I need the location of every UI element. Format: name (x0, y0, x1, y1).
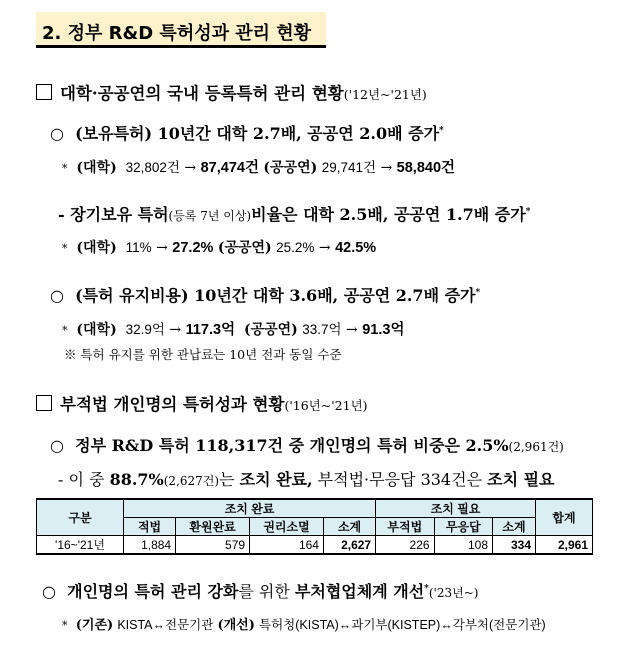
arrow-right-icon: → (318, 240, 331, 256)
table-subheader: 무응답 (434, 518, 492, 536)
table-header-done: 조치 완료 (124, 499, 376, 518)
table-header-total: 합계 (536, 499, 593, 536)
detail-collaboration: * (기존) KISTA↔전문기관 (개선) 특허청(KISTA)↔과기부(KISTEP)↔각부처(전문기관) (62, 618, 546, 633)
table-cell: 226 (376, 536, 434, 555)
bullet-maintenance-cost: ○ (특허 유지비용) 10년간 대학 3.6배, 공공연 2.7배 증가* (50, 286, 481, 305)
table-subheader: 부적법 (376, 518, 434, 536)
section-2-heading: 부적법 개인명의 특허성과 현황('16년~'21년) (36, 391, 368, 415)
table-cell: 164 (250, 536, 324, 555)
bullet-individual-ratio: ○ 정부 R&D 특허 118,317건 중 개인명의 특허 비중은 2.5%(2,961건) (50, 436, 564, 455)
table-cell: 2,961 (536, 536, 593, 555)
table-subheader: 소계 (323, 518, 375, 536)
circle-bullet-icon: ○ (50, 286, 64, 305)
table-cell: 1,884 (124, 536, 176, 555)
arrow-right-icon: → (380, 160, 393, 176)
detail-retained-patents: * (대학) 32,802건 → 87,474건 (공공연) 29,741건 → 58,840건 (62, 160, 456, 176)
footnote-fee: ※ 특허 유지를 위한 관납료는 10년 전과 동일 수준 (64, 347, 342, 362)
circle-bullet-icon: ○ (42, 582, 56, 601)
table-header-need: 조치 필요 (376, 499, 536, 518)
arrow-right-icon: → (184, 160, 197, 176)
bullet-action-status: - 이 중 88.7%(2,627건)는 조치 완료, 부적법·무응답 334건은 조치 필요 (58, 470, 555, 489)
table-cell: 2,627 (323, 536, 375, 555)
status-table (36, 498, 593, 555)
table-subheader: 환원완료 (176, 518, 250, 536)
bullet-long-held-patents: - 장기보유 특허(등록 7년 이상)비율은 대학 2.5배, 공공연 1.7배 증가* (58, 205, 531, 224)
detail-long-held-patents: * (대학) 11% → 27.2% (공공연) 25.2% → 42.5% (62, 240, 377, 256)
bullet-collaboration: ○ 개인명의 특허 관리 강화를 위한 부처협업체계 개선*('23년~) (42, 582, 479, 601)
arrow-right-icon: → (156, 240, 168, 256)
arrow-right-icon: → (169, 322, 182, 338)
square-bullet-icon (36, 84, 52, 100)
table-subheader: 적법 (124, 518, 176, 536)
table-header-gubun: 구분 (37, 499, 124, 536)
section-title: 2. 정부 R&D 특허성과 관리 현황 (42, 23, 312, 44)
table-cell: 579 (176, 536, 250, 555)
bullet-retained-patents: ○ (보유특허) 10년간 대학 2.7배, 공공연 2.0배 증가* (50, 124, 444, 143)
table-cell: 334 (493, 536, 536, 555)
circle-bullet-icon: ○ (50, 436, 64, 455)
table-cell: '16~'21년 (37, 536, 124, 555)
section-title-box (36, 12, 326, 48)
arrow-right-icon: → (346, 322, 358, 338)
table-cell: 108 (434, 536, 492, 555)
circle-bullet-icon: ○ (50, 124, 64, 143)
table-row (37, 536, 593, 555)
table-subheader: 권리소멸 (250, 518, 324, 536)
detail-maintenance-cost: * (대학) 32.9억 → 117.3억 (공공연) 33.7억 → 91.3억 (62, 322, 405, 338)
square-bullet-icon (36, 395, 52, 411)
section-1-heading: 대학·공공연의 국내 등록특허 관리 현황('12년~'21년) (36, 80, 427, 104)
table-subheader: 소계 (493, 518, 536, 536)
